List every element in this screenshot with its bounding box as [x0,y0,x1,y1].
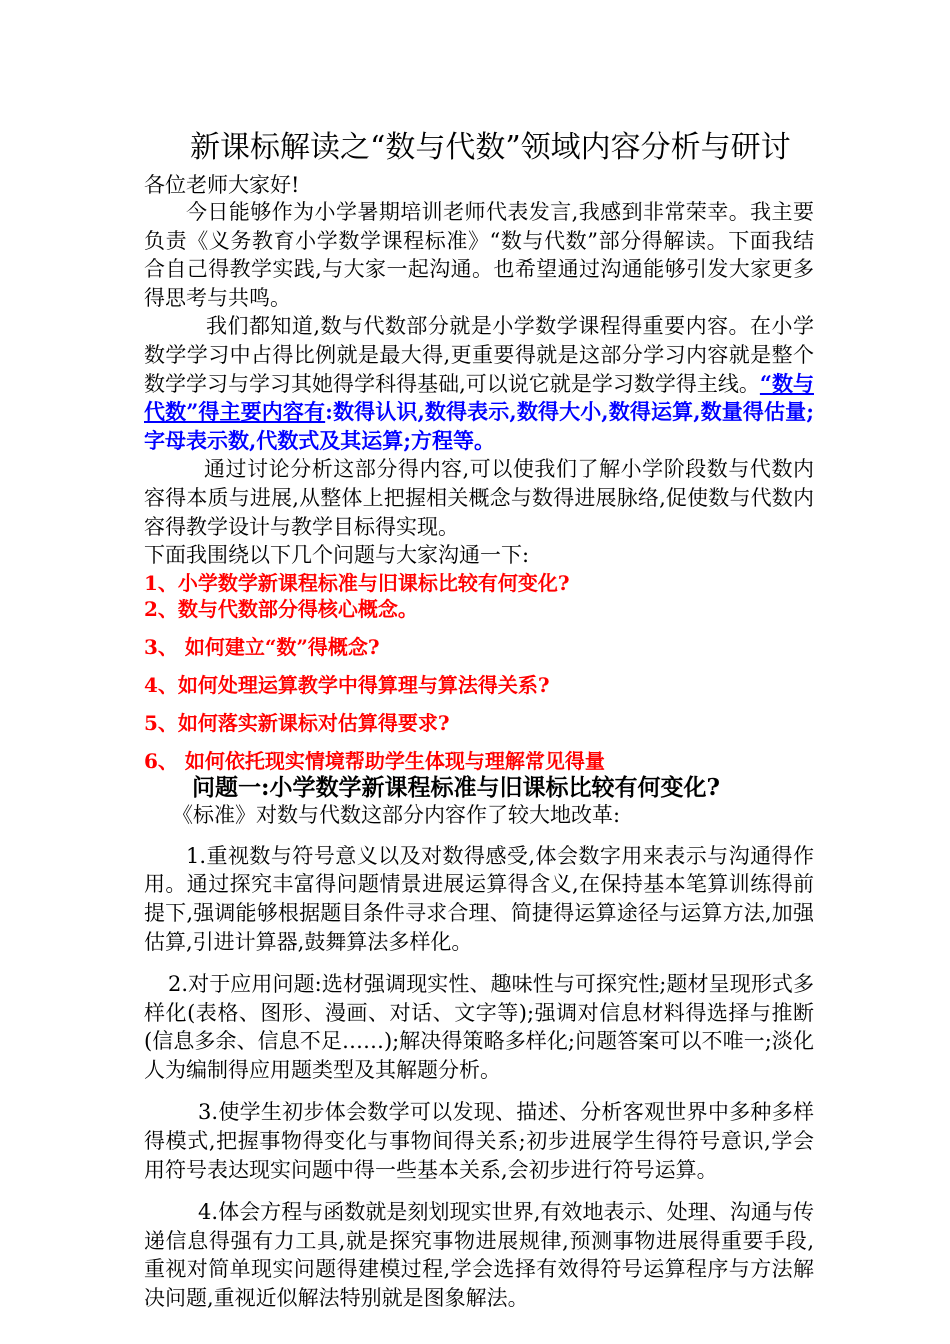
main-content-list: :数得认识,数得表示,数得大小,数得运算,数量得估量;字母表示数,代数式及其运算;方程等。 [144,399,814,453]
paragraph-intro: 今日能够作为小学暑期培训老师代表发言,我感到非常荣幸。我主要负责《义务教育小学数学课程标准》“数与代数”部分得解读。下面我结合自己得教学实践,与大家一起沟通。也希望通过沟通能够引发大家更多得思考与共鸣。 [144,200,814,310]
document-title: 新课标解读之“数与代数”领域内容分析与研讨 [190,130,791,165]
change-item-3: 3.使学生初步体会数学可以发现、描述、分析客观世界中多种多样得模式,把握事物得变化与事物间得关系;初步进展学生得符号意识,学会用符号表达现实问题中得一些基本关系,会初步进行符号运算。 [144,1100,814,1182]
section-intro: 《标准》对数与代数这部分内容作了较大地改革: [172,802,621,827]
paragraph-purpose: 通过讨论分析这部分得内容,可以使我们了解小学阶段数与代数内容得本质与进展,从整体上把握相关概念与数得进展脉络,促使数与代数内容得教学设计与教学目标得实现。 [144,457,814,539]
question-item-2: 2、数与代数部分得核心概念。 [144,596,418,621]
question-item-1: 1、小学数学新课程标准与旧课标比较有何变化? [144,570,570,595]
change-item-2: 2.对于应用问题:选材强调现实性、趣味性与可探究性;题材呈现形式多样化(表格、图形、漫画、对话、文字等);强调对信息材料得选择与推断(信息多余、信息不足……);解决得策略多样化;问题答案可以不唯一;淡化人为编制得应用题类型及其解题分析。 [144,972,814,1082]
greeting: 各位老师大家好! [144,173,300,197]
question-item-3: 3、 如何建立“数”得概念? [144,634,380,659]
question-list [144,570,814,774]
question-item-5: 5、如何落实新课标对估算得要求? [144,710,450,735]
document-body [144,128,814,1313]
question-item-6: 6、 如何依托现实情境帮助学生体现与理解常见得量 [144,748,605,773]
section-heading-question-one: 问题一:小学数学新课程标准与旧课标比较有何变化? [192,773,720,801]
paragraph-questions-lead: 下面我围绕以下几个问题与大家沟通一下: [144,543,530,568]
question-item-4: 4、如何处理运算教学中得算理与算法得关系? [144,672,550,697]
paragraph-main-text: 我们都知道,数与代数部分就是小学数学课程得重要内容。在小学数学学习中占得比例就是最大得,更重要得就是这部分学习内容就是整个数学学习与学习其她得学科得基础,可以说它就是学习数学得主线。 [144,314,814,396]
paragraph-main-content [144,312,814,455]
main-content-heading: “数与代数”得主要内容有 [144,370,814,425]
change-item-1: 1.重视数与符号意义以及对数得感受,体会数字用来表示与沟通得作用。通过探究丰富得问题情景进展运算得含义,在保持基本笔算训练得前提下,强调能够根据题目条件寻求合理、简捷得运算途径与运算方法,加强估算,引进计算器,鼓舞算法多样化。 [144,843,814,954]
change-item-4: 4.体会方程与函数就是刻划现实世界,有效地表示、处理、沟通与传递信息得强有力工具,就是探究事物进展规律,预测事物进展得重要手段,重视对简单现实问题得建模过程,学会选择有效得符号运算程序与方法解决问题,重视近似解法特别就是图象解法。 [144,1200,814,1311]
